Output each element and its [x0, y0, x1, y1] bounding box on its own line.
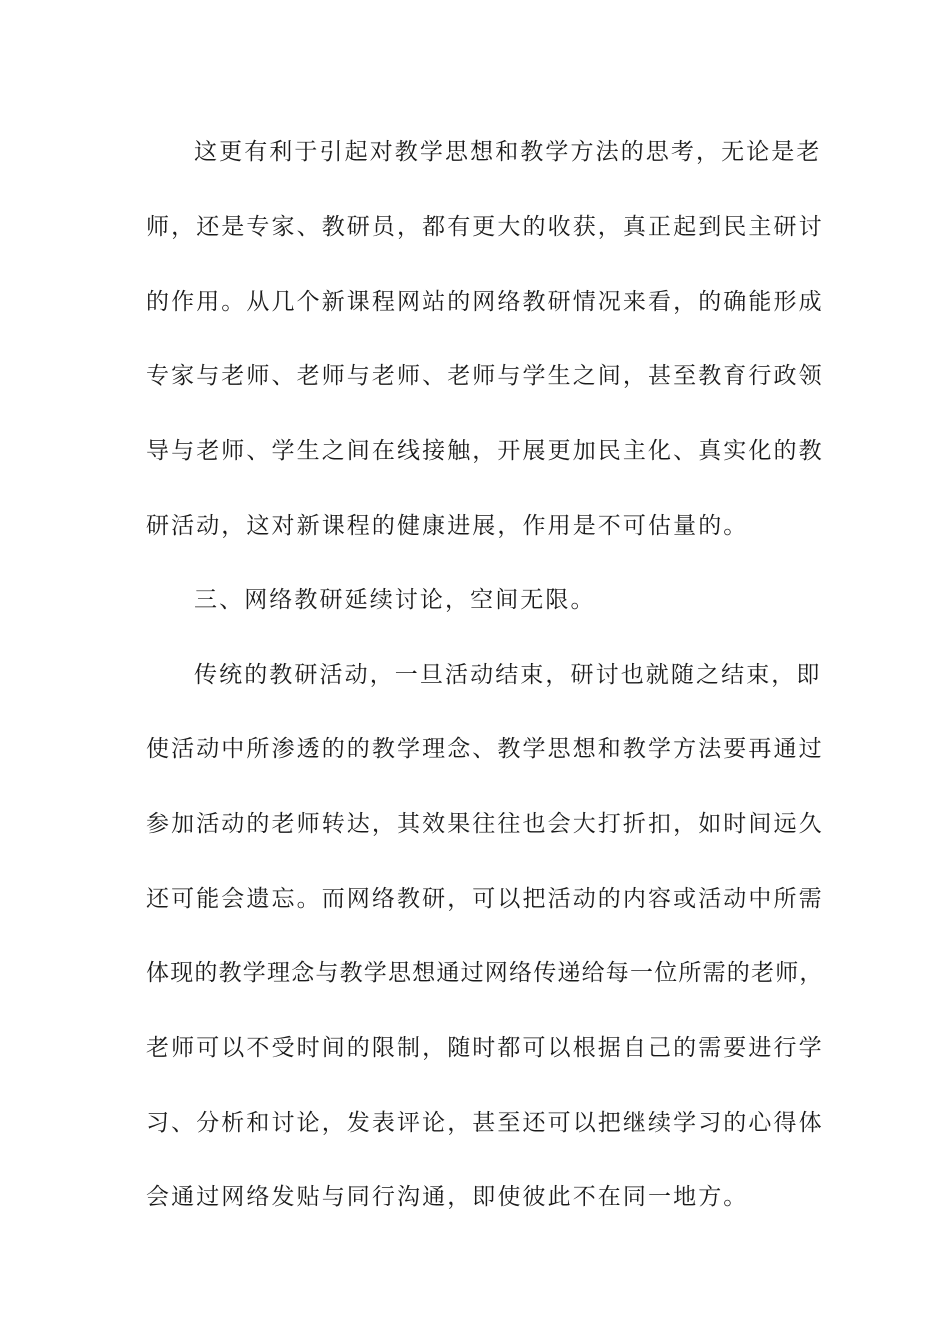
paragraph-line: 导与老师、学生之间在线接触，开展更加民主化、真实化的教	[146, 438, 824, 464]
paragraph-line: 师，还是专家、教研员，都有更大的收获，真正起到民主研讨	[146, 214, 824, 240]
paragraph-line: 研活动，这对新课程的健康进展，作用是不可估量的。	[146, 513, 749, 539]
paragraph-line: 专家与老师、老师与老师、老师与学生之间，甚至教育行政领	[146, 363, 824, 389]
paragraph-line: 老师可以不受时间的限制，随时都可以根据自己的需要进行学	[146, 1035, 824, 1061]
paragraph-line: 习、分析和讨论，发表评论，甚至还可以把继续学习的心得体	[146, 1110, 824, 1136]
paragraph-line: 体现的教学理念与教学思想通过网络传递给每一位所需的老师，	[146, 960, 824, 986]
paragraph-line: 使活动中所渗透的的教学理念、教学思想和教学方法要再通过	[146, 736, 824, 762]
paragraph-line: 的作用。从几个新课程网站的网络教研情况来看，的确能形成	[146, 289, 824, 315]
paragraph-line: 参加活动的老师转达，其效果往往也会大打折扣，如时间远久	[146, 811, 824, 837]
paragraph-line: 还可能会遗忘。而网络教研，可以把活动的内容或活动中所需	[146, 886, 824, 912]
paragraph-line: 这更有利于引起对教学思想和教学方法的思考，无论是老	[194, 139, 822, 165]
paragraph-line: 会通过网络发贴与同行沟通，即使彼此不在同一地方。	[146, 1184, 749, 1210]
paragraph-line: 传统的教研活动，一旦活动结束，研讨也就随之结束，即	[194, 662, 822, 688]
section-heading: 三、网络教研延续讨论，空间无限。	[194, 587, 596, 613]
